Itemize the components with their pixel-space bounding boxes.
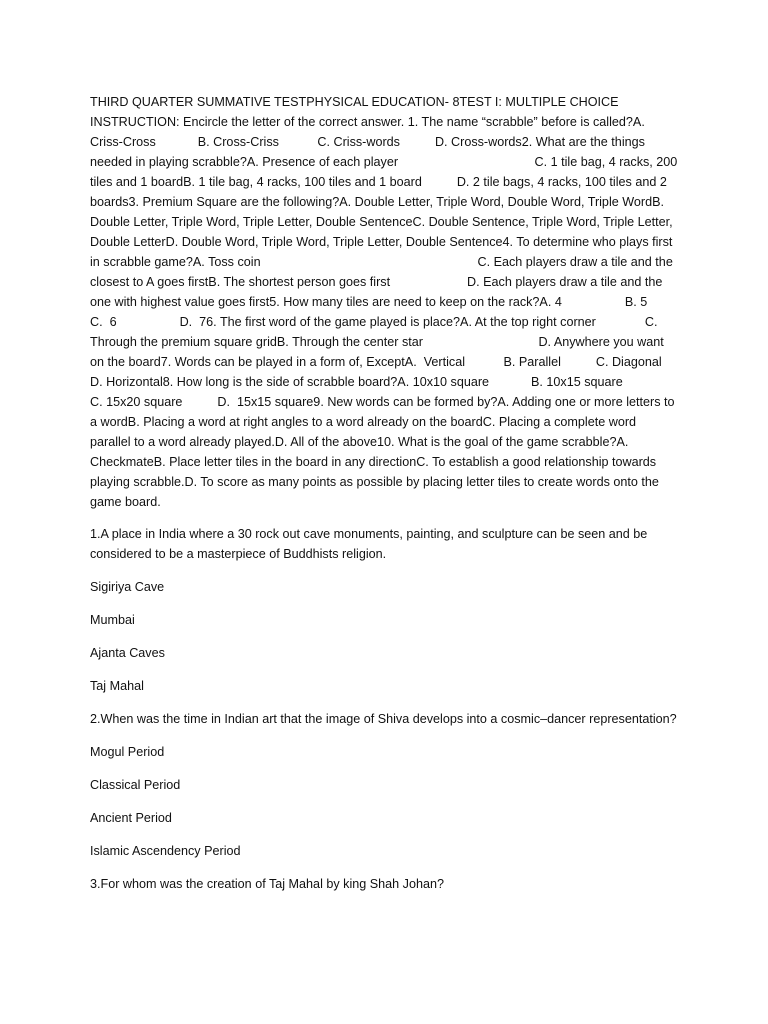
question-2-option: Islamic Ascendency Period <box>90 844 241 858</box>
question-1-option: Sigiriya Cave <box>90 580 165 594</box>
question-3-text: 3.For whom was the creation of Taj Mahal by king Shah Johan? <box>90 877 444 891</box>
question-1-option: Mumbai <box>90 613 135 627</box>
question-2-option: Classical Period <box>90 778 181 792</box>
document-page <box>90 92 711 907</box>
question-2-text: 2.When was the time in Indian art that the image of Shiva develops into a cosmic–dancer representation? <box>90 712 677 726</box>
question-2-option: Mogul Period <box>90 745 165 759</box>
intro-paragraph: THIRD QUARTER SUMMATIVE TESTPHYSICAL EDUCATION- 8TEST I: MULTIPLE CHOICE INSTRUCTION: Encircle the letter of the correct answer. 1. The name “scrabble” before is called?A. Criss-Cross B. Cross-Criss C. Criss-words D. Cross-words2. What are the things needed in playing scrabble?A. Presence of each player C. 1 tile bag, 4 racks, 200 tiles and 1 boardB. 1 tile bag, 4 racks, 100 tiles and 1 board D. 2 tile bags, 4 racks, 100 tiles and 2 boards3. Premium Square are the following?A. Double Letter, Triple Word, Double Word, Triple WordB. Double Letter, Triple Word, Triple Letter, Double SentenceC. Double Sentence, Triple Word, Triple Letter, Double LetterD. Double Word, Triple Word, Triple Letter, Double Sentence4. To determine who plays first in scrabble game?A. Toss coin C. Each players draw a tile and the closest to A goes firstB. The shortest person goes first D. Each players draw a tile and the one with highest value goes first5. How many tiles are need to keep on the rack?A. 4 B. 5 C. 6 D. 76. The first word of the game played is place?A. At the top right corner C. Through the premium square gridB. Through the center star D. Anywhere you want on the board7. Words can be played in a form of, ExceptA. Vertical B. Parallel C. Diagonal D. Horizontal8. How long is the side of scrabble board?A. 10x10 square B. 10x15 square C. 15x20 square D. 15x15 square9. New words can be formed by?A. Adding one or more letters to a wordB. Placing a word at right angles to a word already on the boardC. Placing a complete word parallel to a word already played.D. All of the above10. What is the goal of the game scrabble?A. CheckmateB. Place letter tiles in the board in any directionC. To establish a good relationship towards playing scrabble.D. To score as many points as possible by placing letter tiles to create words onto the game board. <box>90 95 711 509</box>
question-1-option: Taj Mahal <box>90 679 144 693</box>
question-1-text: 1.A place in India where a 30 rock out cave monuments, painting, and sculpture can be seen and be considered to be a masterpiece of Buddhists religion. <box>90 527 651 561</box>
question-1-option: Ajanta Caves <box>90 646 165 660</box>
question-2-option: Ancient Period <box>90 811 172 825</box>
